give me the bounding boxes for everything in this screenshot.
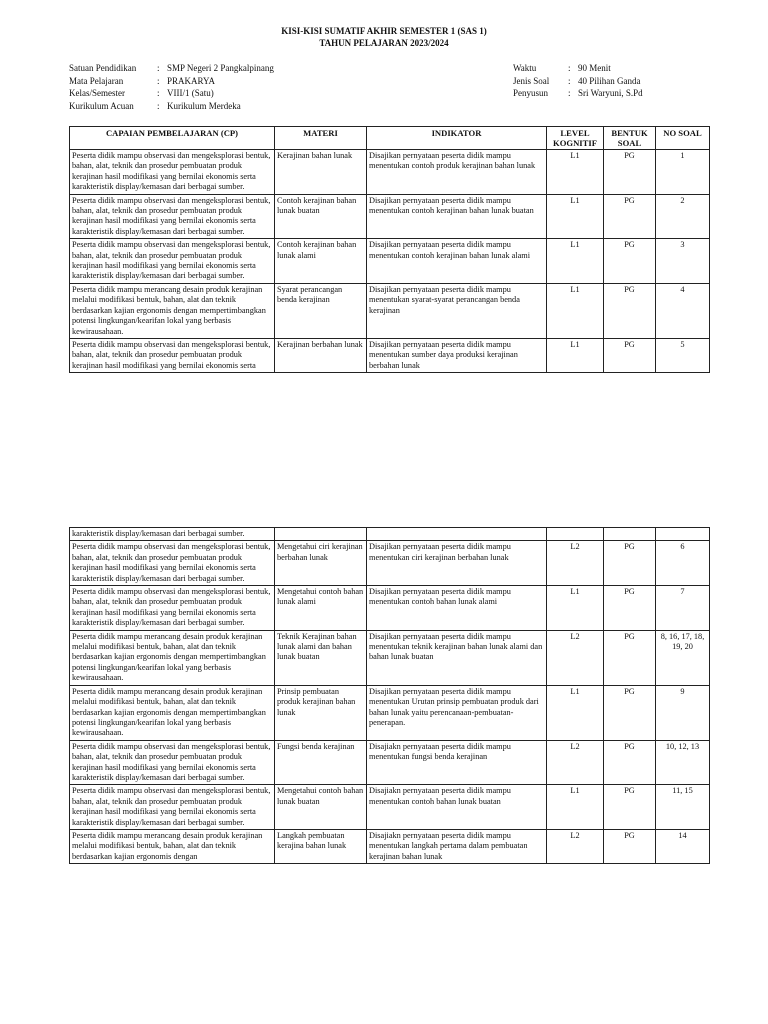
meta-value: SMP Negeri 2 Pangkalpinang: [167, 63, 274, 73]
cell-materi: Fungsi benda kerajinan: [275, 740, 367, 785]
cell-no: 4: [656, 283, 710, 338]
cell-no: 2: [656, 194, 710, 239]
table-row: [70, 785, 710, 830]
cell-materi: Contoh kerajinan bahan lunak buatan: [275, 194, 367, 239]
kisi-kisi-table-page-1: [69, 126, 710, 373]
cell-level: L1: [547, 194, 604, 239]
cell-materi: Langkah pembuatan kerajina bahan lunak: [275, 829, 367, 863]
meta-label: Kurikulum Acuan: [69, 101, 134, 112]
cell-bentuk: PG: [604, 740, 656, 785]
meta-value: Kurikulum Merdeka: [167, 101, 241, 112]
cell-cp: Peserta didik mampu observasi dan mengeksplorasi bentuk, bahan, alat, teknik dan prosedur pembuatan produk kerajinan hasil modifikasi yang bernilai ekonomis serta karakteristik display/kemasan dari berbagai sumber.: [70, 740, 275, 785]
cell-level: L1: [547, 685, 604, 740]
cell-no: 9: [656, 685, 710, 740]
cell-bentuk: [604, 528, 656, 541]
cell-bentuk: PG: [604, 283, 656, 338]
meta-value: PRAKARYA: [167, 75, 216, 86]
meta-row: [69, 100, 274, 113]
meta-row: [513, 87, 643, 100]
cell-level: L2: [547, 829, 604, 863]
cell-level: L1: [547, 283, 604, 338]
cell-bentuk: PG: [604, 685, 656, 740]
cell-materi: Prinsip pembuatan produk kerajinan bahan lunak: [275, 685, 367, 740]
cell-level: L1: [547, 785, 604, 830]
cell-cp: Peserta didik mampu observasi dan mengeksplorasi bentuk, bahan, alat, teknik dan prosedur pembuatan produk kerajinan hasil modifikasi yang bernilai ekonomis serta karakteristik display/kemasan dari berbagai sumber.: [70, 194, 275, 239]
header-materi: MATERI: [275, 127, 367, 150]
cell-indikator: Disajiakn pernyataan peserta didik mampu menentukan fungsi benda kerajinan: [367, 740, 547, 785]
cell-bentuk: PG: [604, 541, 656, 586]
cell-bentuk: PG: [604, 338, 656, 372]
cell-no: 10, 12, 13: [656, 740, 710, 785]
cell-no: 6: [656, 541, 710, 586]
cell-materi: Teknik Kerajinan bahan lunak alami dan bahan lunak buatan: [275, 630, 367, 685]
meta-label: Mata Pelajaran: [69, 75, 124, 86]
table-row: [70, 338, 710, 372]
meta-label: Penyusun: [513, 88, 549, 99]
table-row: [70, 685, 710, 740]
cell-level: L2: [547, 541, 604, 586]
meta-label: Jenis Soal: [513, 75, 550, 86]
table-row: [70, 150, 710, 195]
cell-materi: Mengetahui contoh bahan lunak buatan: [275, 785, 367, 830]
cell-materi: Contoh kerajinan bahan lunak alami: [275, 239, 367, 284]
meta-row: [513, 75, 643, 88]
table-row: [70, 541, 710, 586]
cell-cp: Peserta didik mampu merancang desain produk kerajinan melalui modifikasi bentuk, bahan, alat dan teknik berdasarkan kajian ergonomis dengan mempertimbangkan potensi lingkungan/kearifan lokal yang berbasis kewirausahaan.: [70, 630, 275, 685]
cell-indikator: Disajikan pernyataan peserta didik mampu menentukan syarat-syarat perancangan benda kerajinan: [367, 283, 547, 338]
meta-colon: :: [568, 88, 571, 99]
cell-level: L1: [547, 586, 604, 631]
header-indikator: INDIKATOR: [367, 127, 547, 150]
cell-materi: Mengetahui ciri kerajinan berbahan lunak: [275, 541, 367, 586]
document-subtitle: TAHUN PELAJARAN 2023/2024: [319, 38, 449, 48]
cell-materi: Mengetahui contoh bahan lunak alami: [275, 586, 367, 631]
cell-no: 1: [656, 150, 710, 195]
cell-no: 14: [656, 829, 710, 863]
cell-cp: Peserta didik mampu observasi dan mengeksplorasi bentuk, bahan, alat, teknik dan prosedur pembuatan produk kerajinan hasil modifikasi yang bernilai ekonomis serta karakteristik display/kemasan dari berbagai sumber.: [70, 785, 275, 830]
cell-cp: Peserta didik mampu merancang desain produk kerajinan melalui modifikasi bentuk, bahan, alat dan teknik berdasarkan kajian ergonomis dengan mempertimbangkan potensi lingkungan/kearifan lokal yang berbasis kewirausahaan.: [70, 283, 275, 338]
cell-bentuk: PG: [604, 586, 656, 631]
cell-materi: [275, 528, 367, 541]
meta-value: 40 Pilihan Ganda: [578, 75, 641, 86]
meta-colon: :: [157, 101, 160, 112]
cell-cp: Peserta didik mampu merancang desain produk kerajinan melalui modifikasi bentuk, bahan, alat dan teknik berdasarkan kajian ergonomis dengan: [70, 829, 275, 863]
cell-indikator: Disajikan pernyataan peserta didik mampu menentukan contoh produk kerajinan bahan lunak: [367, 150, 547, 195]
table-row: [70, 283, 710, 338]
cell-no: 7: [656, 586, 710, 631]
cell-bentuk: PG: [604, 829, 656, 863]
cell-no: 5: [656, 338, 710, 372]
cell-level: L2: [547, 630, 604, 685]
cell-indikator: Disajikan pernyataan peserta didik mampu menentukan contoh kerajinan bahan lunak alami: [367, 239, 547, 284]
kisi-kisi-table-page-2: [69, 527, 710, 864]
cell-level: L1: [547, 239, 604, 284]
cell-cp: Peserta didik mampu observasi dan mengeksplorasi bentuk, bahan, alat, teknik dan prosedur pembuatan produk kerajinan hasil modifikasi yang bernilai ekonomis serta: [70, 338, 275, 372]
meta-colon: :: [157, 88, 160, 99]
meta-left: [69, 62, 274, 113]
cell-materi: Kerajinan bahan lunak: [275, 150, 367, 195]
meta-colon: :: [157, 63, 160, 73]
meta-row: [69, 87, 274, 100]
cell-indikator: Disajikan pernyataan peserta didik mampu menentukan ciri kerajinan berbahan lunak: [367, 541, 547, 586]
cell-cp: Peserta didik mampu observasi dan mengeksplorasi bentuk, bahan, alat, teknik dan prosedur pembuatan produk kerajinan hasil modifikasi yang bernilai ekonomis serta karakteristik display/kemasan dari berbagai sumber.: [70, 239, 275, 284]
cell-cp: karakteristik display/kemasan dari berbagai sumber.: [70, 528, 275, 541]
meta-row: [69, 62, 274, 75]
meta-row: [513, 62, 643, 75]
meta-value: VIII/1 (Satu): [167, 88, 214, 99]
cell-bentuk: PG: [604, 630, 656, 685]
meta-colon: :: [568, 75, 571, 86]
cell-cp: Peserta didik mampu observasi dan mengeksplorasi bentuk, bahan, alat, teknik dan prosedur pembuatan produk kerajinan hasil modifikasi yang bernilai ekonomis serta karakteristik display/kemasan dari berbagai sumber.: [70, 150, 275, 195]
cell-no: 11, 15: [656, 785, 710, 830]
cell-bentuk: PG: [604, 239, 656, 284]
cell-indikator: Disajikan pernyataan peserta didik mampu menentukan Urutan prinsip pembuatan produk dari bahan lunak yaitu perencanaan-pembuatan-penerapan.: [367, 685, 547, 740]
cell-bentuk: PG: [604, 785, 656, 830]
cell-level: [547, 528, 604, 541]
table-row: [70, 740, 710, 785]
table-row: [70, 194, 710, 239]
meta-colon: :: [568, 63, 571, 73]
cell-materi: Syarat perancangan benda kerajinan: [275, 283, 367, 338]
cell-indikator: Disajikan pernyataan peserta didik mampu menentukan contoh bahan lunak alami: [367, 586, 547, 631]
cell-indikator: Disajiakn pernyataan peserta didik mampu menentukan contoh bahan lunak buatan: [367, 785, 547, 830]
cell-level: L2: [547, 740, 604, 785]
document-title: KISI-KISI SUMATIF AKHIR SEMESTER 1 (SAS 1): [281, 26, 487, 36]
cell-indikator: Disajikan pernyataan peserta didik mampu menentukan teknik kerajinan bahan lunak alami dan bahan lunak buatan: [367, 630, 547, 685]
cell-level: L1: [547, 338, 604, 372]
table-row: [70, 586, 710, 631]
table-header-row: [70, 127, 710, 150]
cell-cp: Peserta didik mampu merancang desain produk kerajinan melalui modifikasi bentuk, bahan, alat dan teknik berdasarkan kajian ergonomis dengan mempertimbangkan potensi lingkungan/kearifan lokal yang berbasis kewirausahaan.: [70, 685, 275, 740]
meta-label: Waktu: [513, 63, 537, 73]
meta-row: [69, 75, 274, 88]
meta-colon: :: [157, 75, 160, 86]
cell-bentuk: PG: [604, 194, 656, 239]
cell-cp: Peserta didik mampu observasi dan mengeksplorasi bentuk, bahan, alat, teknik dan prosedur pembuatan produk kerajinan hasil modifikasi yang bernilai ekonomis serta karakteristik display/kemasan dari berbagai sumber.: [70, 586, 275, 631]
cell-indikator: Disajikan pernyataan peserta didik mampu menentukan sumber daya produksi kerajinan berbahan lunak: [367, 338, 547, 372]
header-no: NO SOAL: [656, 127, 710, 150]
cell-cp: Peserta didik mampu observasi dan mengeksplorasi bentuk, bahan, alat, teknik dan prosedur pembuatan produk kerajinan hasil modifikasi yang bernilai ekonomis serta karakteristik display/kemasan dari berbagai sumber.: [70, 541, 275, 586]
cell-no: 8, 16, 17, 18, 19, 20: [656, 630, 710, 685]
table-row: [70, 829, 710, 863]
header-bentuk: BENTUK SOAL: [604, 127, 656, 150]
meta-right: [513, 62, 643, 100]
header-cp: CAPAIAN PEMBELAJARAN (CP): [70, 127, 275, 150]
cell-bentuk: PG: [604, 150, 656, 195]
meta-value: 90 Menit: [578, 63, 611, 73]
cell-indikator: Disajiakn pernyataan peserta didik mampu menentukan langkah pertama dalam pembuatan kerajinan bahan lunak: [367, 829, 547, 863]
header-level: LEVEL KOGNITIF: [547, 127, 604, 150]
cell-level: L1: [547, 150, 604, 195]
meta-label: Kelas/Semester: [69, 88, 125, 99]
cell-materi: Kerajinan berbahan lunak: [275, 338, 367, 372]
table-row: [70, 239, 710, 284]
table-row: [70, 630, 710, 685]
cell-no: 3: [656, 239, 710, 284]
meta-value: Sri Waryuni, S.Pd: [578, 88, 643, 99]
cell-no: [656, 528, 710, 541]
meta-label: Satuan Pendidikan: [69, 63, 137, 73]
cell-indikator: Disajikan pernyataan peserta didik mampu menentukan contoh kerajinan bahan lunak buatan: [367, 194, 547, 239]
table-row: [70, 528, 710, 541]
cell-indikator: [367, 528, 547, 541]
